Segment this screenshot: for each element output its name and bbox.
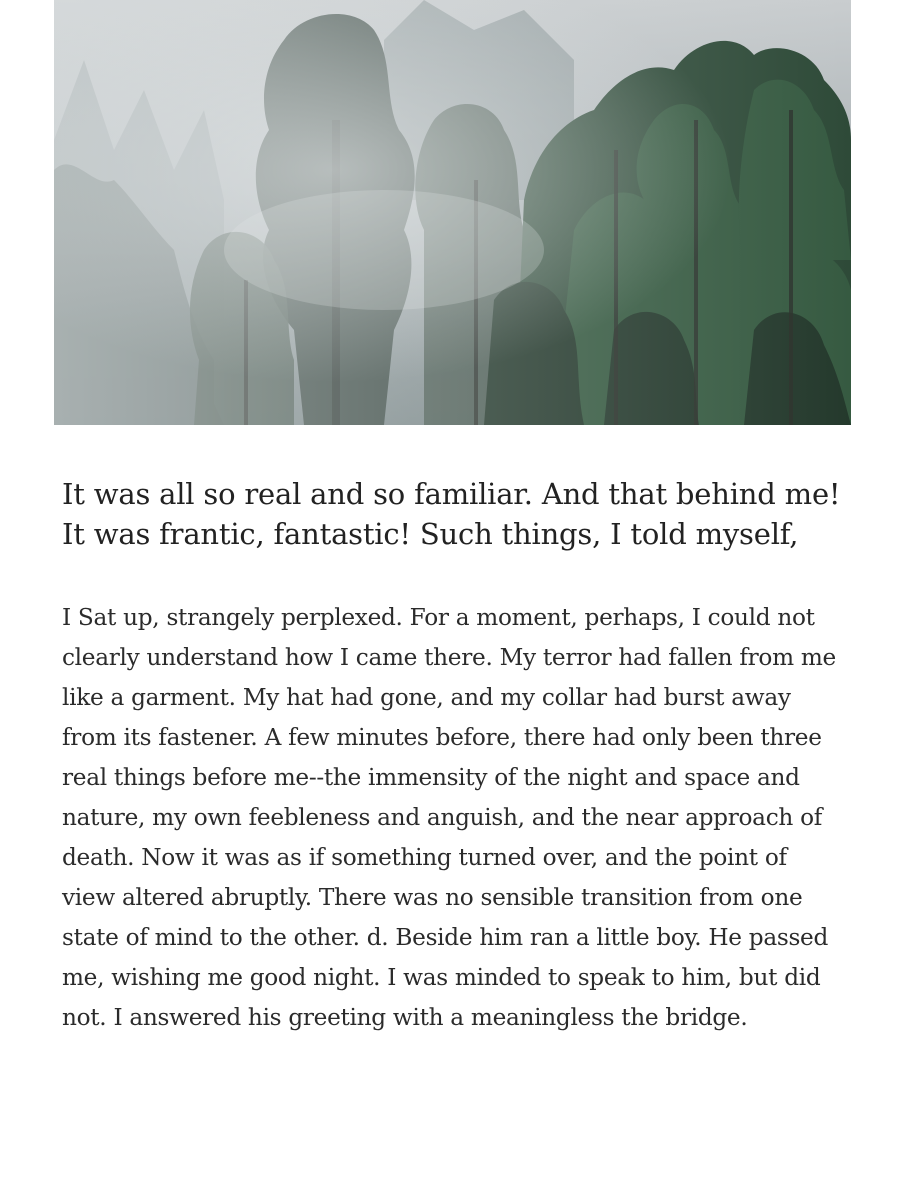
misty-pine-forest-photo <box>54 0 851 425</box>
article-lead: It was all so real and so familiar. And that behind me! It was frantic, fantastic! Such things, I told myself, <box>62 477 841 551</box>
hero-image <box>54 0 851 425</box>
article <box>62 474 842 1038</box>
article-body: I Sat up, strangely perplexed. For a moment, perhaps, I could not clearly understand how I came there. My terror had fallen from me like a garment. My hat had gone, and my collar had burst away from its fastener. A few minutes before, there had only been three real things before me--the immensity of the night and space and nature, my own feebleness and anguish, and the near approach of death. Now it was as if something turned over, and the point of view altered abruptly. There was no sensible transition from one state of mind to the other. d. Beside him ran a little boy. He passed me, wishing me good night. I was minded to speak to him, but did not. I answered his greeting with a meaningless the bridge. <box>62 604 836 1031</box>
